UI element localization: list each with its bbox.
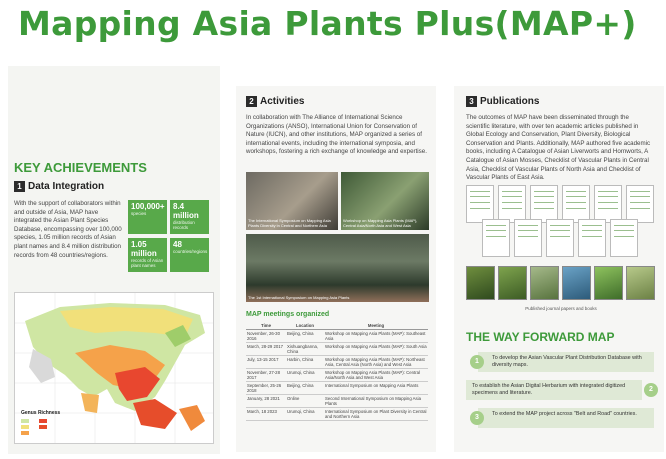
book-cover — [466, 266, 495, 300]
photo-caption: Workshop on Mapping Asia Plants (MAP), Central Asia/North Asia and West Asia — [343, 218, 418, 228]
table-cell: Workshop on Mapping Asia Plants (MAP): Northeast Asia, Central Asia (North Asia) and West Asia — [324, 356, 428, 369]
table-cell: Urumqi, China — [286, 408, 324, 421]
paper-thumbnail — [610, 219, 638, 257]
table-row — [246, 343, 428, 356]
table-cell: Xishuangbanna, China — [286, 343, 324, 356]
table-cell: Online — [286, 395, 324, 408]
photo-caption: The International Symposium on Mapping Asia Plants Diversity in Central and Northern Asia — [248, 218, 331, 228]
paper-thumbnail — [546, 219, 574, 257]
section-title: Publications — [480, 96, 540, 107]
table-cell: Workshop on Mapping Asia Plants (MAP): Central Asia/North Asia and West Asia — [324, 369, 428, 382]
paper-thumbnail — [578, 219, 606, 257]
book-cover — [594, 266, 623, 300]
table-row — [246, 330, 428, 343]
stat-label: distribution records — [173, 220, 195, 230]
way-forward-item — [478, 408, 654, 428]
table-cell: March, 28-29 2017 — [246, 343, 286, 356]
book-cover — [498, 266, 527, 300]
paper-thumbnail — [530, 185, 558, 223]
table-cell: Urumqi, China — [286, 369, 324, 382]
table-cell: Harbin, China — [286, 356, 324, 369]
table-cell: November, 26-30 2016 — [246, 330, 286, 343]
publications-text: The outcomes of MAP have been disseminated through the scientific literature, with over ten academic articles published in Global Ecology and Conservation, Plant Diversity, Biological Conservation and Plants. Additionally, MAP authored five academic books, including A Catalogue of Asian Liverworts and Hornworts, A Catalogue of Asian Mosses, Checklist of Vascular Plants in Central Asia, Checklist of Vascular Plants of North Asia and Checklist of Vascular Plants of East Asia. — [466, 114, 651, 182]
way-forward-heading: THE WAY FORWARD MAP — [466, 330, 615, 344]
table-cell: July, 13-15 2017 — [246, 356, 286, 369]
stat-label: records of Asian plant names — [131, 258, 164, 268]
table-row — [246, 356, 428, 369]
activities-heading — [246, 96, 304, 107]
table-header: Time — [246, 322, 286, 330]
stat-value: 100,000+ — [131, 202, 165, 211]
table-row — [246, 369, 428, 382]
way-forward-item — [478, 352, 654, 372]
way-forward-number: 3 — [470, 411, 484, 425]
activities-text: In collaboration with The Alliance of International Science Organizations (ANSO), International Union for Conservation of Nature (IUCN), and other institutions, MAP organized a series of international events, including the international symposia, and workshops, fostering a rich exchange of knowledge and expertise. — [246, 114, 427, 156]
event-photo — [246, 172, 338, 230]
table-row — [246, 382, 428, 395]
photo-caption: The 1st International Symposium on Mapping Asia Plants — [248, 295, 350, 300]
key-achievements-heading: KEY ACHIEVEMENTS — [14, 160, 147, 175]
stat-value: 8.4 million — [173, 202, 199, 220]
section-title: Activities — [260, 96, 305, 107]
section-number: 3 — [466, 96, 477, 107]
map-legend-title: Genus Richness — [21, 410, 61, 416]
table-cell: September, 25-26 2018 — [246, 382, 286, 395]
table-cell: Workshop on Mapping Asia Plants (MAP): Southeast Asia — [324, 330, 428, 343]
asia-genus-richness-map — [14, 292, 214, 444]
data-integration-text: With the support of collaborators within and outside of Asia, MAP have integrated the Asian Plant Species Database, encompassing over 100,000 species, 1.05 million records of Asian plant names and 8.4 million distribution records from 48 countries/regions. — [14, 200, 122, 259]
stat-tile — [170, 200, 209, 234]
paper-thumbnail — [498, 185, 526, 223]
table-cell: Beijing, China — [286, 330, 324, 343]
journal-papers — [466, 185, 656, 257]
table-cell: Beijing, China — [286, 382, 324, 395]
paper-thumbnail — [594, 185, 622, 223]
publications-caption: Published journal papers and books — [525, 306, 597, 311]
paper-thumbnail — [514, 219, 542, 257]
table-row — [246, 408, 428, 421]
map-graphic — [15, 293, 213, 443]
way-forward-number: 1 — [470, 355, 484, 369]
publications-heading — [466, 96, 539, 107]
section-number: 1 — [14, 181, 25, 192]
section-number: 2 — [246, 96, 257, 107]
table-cell: Workshop on Mapping Asia Plants (MAP): South Asia — [324, 343, 428, 356]
stat-label: species — [131, 211, 147, 216]
table-cell: Second International Symposium on Mapping Asia Plants — [324, 395, 428, 408]
table-cell: January, 28 2021 — [246, 395, 286, 408]
table-cell: International Symposium on Plant Diversity in Central and Northern Asia — [325, 409, 427, 419]
event-photo — [341, 172, 429, 230]
way-forward-text: To develop the Asian Vascular Plant Distribution Database with diversity maps. — [492, 355, 642, 368]
poster-title: Mapping Asia Plants Plus(MAP+) — [18, 4, 637, 43]
table-header: Location — [286, 322, 324, 330]
section-title: Data Integration — [28, 181, 105, 192]
book-cover — [562, 266, 591, 300]
paper-thumbnail — [482, 219, 510, 257]
data-integration-heading — [14, 181, 104, 192]
book-cover — [626, 266, 655, 300]
way-forward-item — [466, 380, 642, 400]
stat-value: 1.05 million — [131, 240, 157, 258]
paper-thumbnail — [562, 185, 590, 223]
way-forward-number: 2 — [644, 383, 658, 397]
book-cover — [530, 266, 559, 300]
way-forward-text: To establish the Asian Digital Herbarium with integrated digitized specimens and literature. — [472, 383, 626, 396]
stat-tile — [128, 238, 167, 272]
table-cell: International Symposium on Mapping Asia Plants — [324, 382, 428, 395]
table-cell: March, 18 2023 — [246, 408, 286, 421]
way-forward-text: To extend the MAP project across "Belt and Road" countries. — [492, 411, 637, 417]
table-cell: November, 27-28 2017 — [246, 369, 286, 382]
paper-thumbnail — [626, 185, 654, 223]
stat-label: countries/regions — [173, 249, 208, 254]
paper-thumbnail — [466, 185, 494, 223]
stat-tile — [128, 200, 167, 234]
table-header: Meeting — [324, 322, 428, 330]
books-row — [466, 266, 656, 302]
group-photo — [246, 234, 429, 302]
meetings-table — [246, 322, 428, 421]
stat-tile — [170, 238, 209, 272]
stat-value: 48 — [173, 240, 182, 249]
table-row — [246, 395, 428, 408]
stat-tiles — [128, 200, 212, 274]
meetings-table-title: MAP meetings organized — [246, 311, 330, 318]
